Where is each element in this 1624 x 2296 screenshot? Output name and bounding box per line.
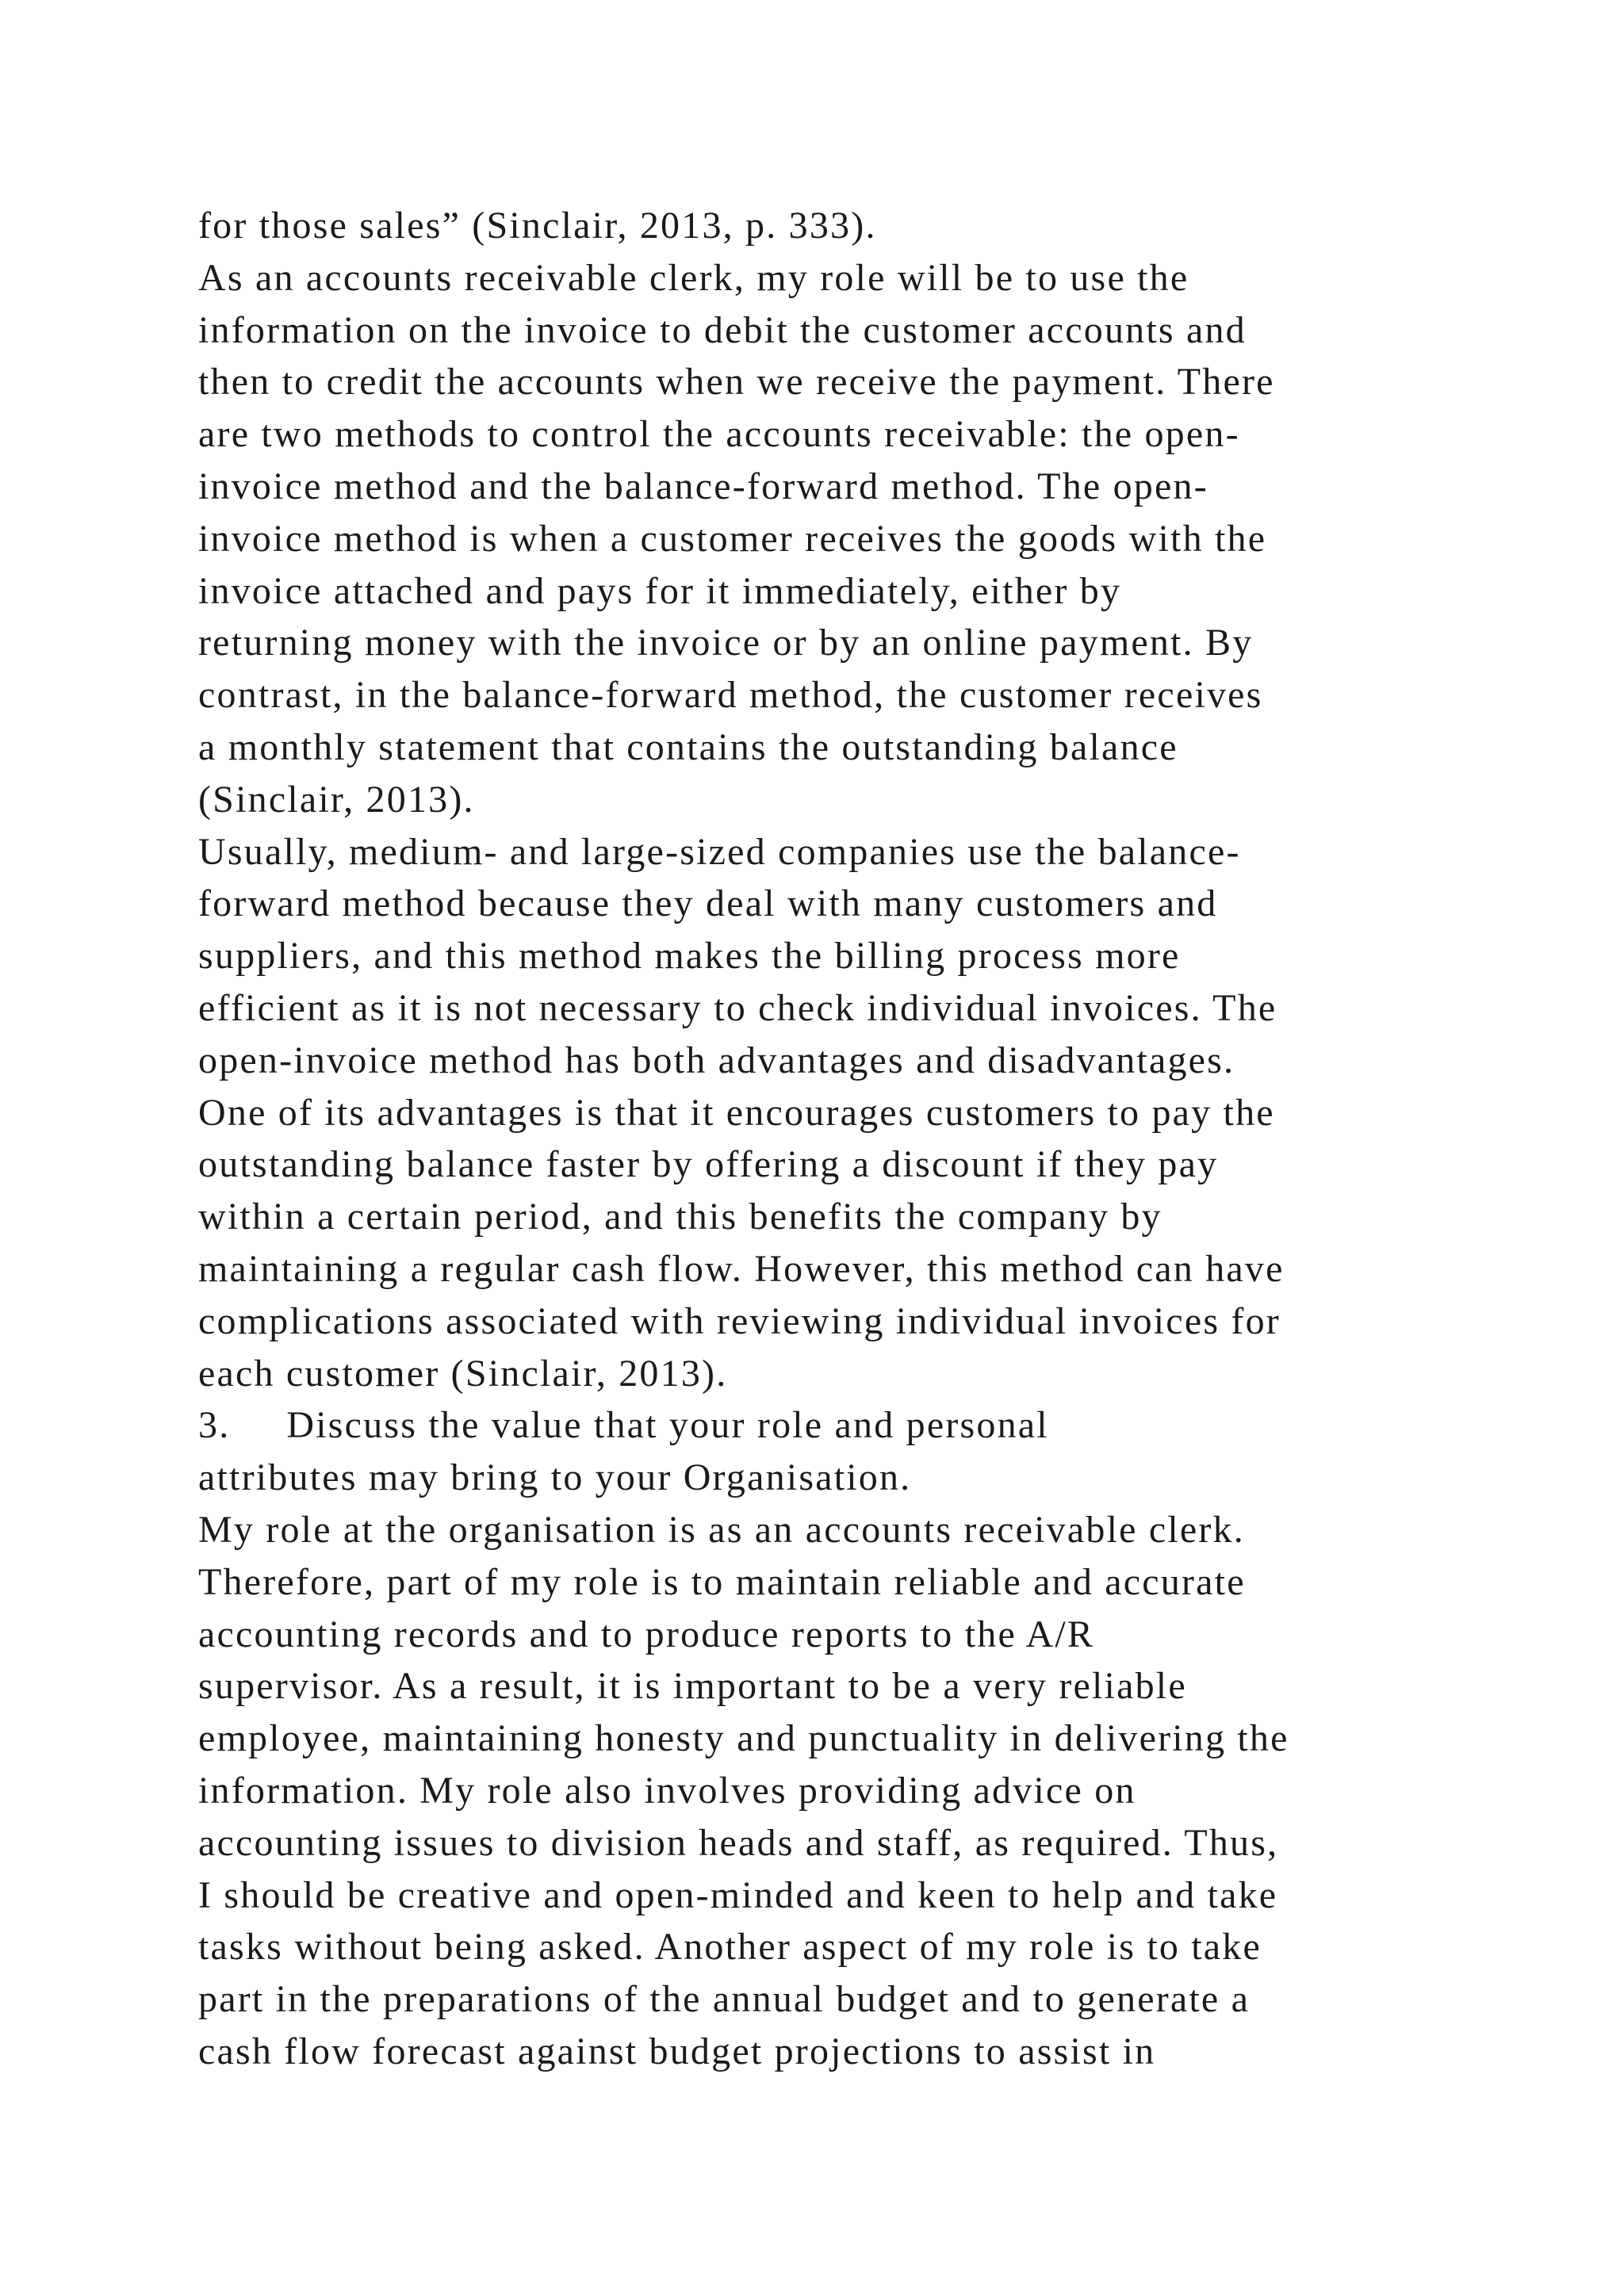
text-line-1: for those sales” (Sinclair, 2013, p. 333). (198, 205, 877, 247)
text-line-28: accounting records and to produce reports to the A/R (198, 1613, 1095, 1655)
text-line-2: As an accounts receivable clerk, my role will be to use the (198, 256, 1189, 299)
text-line-34: tasks without being asked. Another aspect of my role is to take (198, 1926, 1262, 1969)
text-line-27: Therefore, part of my role is to maintain reliable and accurate (198, 1560, 1246, 1603)
text-line-31: information. My role also involves providing advice on (198, 1769, 1136, 1812)
text-line-6: invoice method and the balance-forward method. The open- (198, 465, 1208, 507)
text-line-10: contrast, in the balance-forward method, the customer receives (198, 674, 1263, 717)
text-line-25: attributes may bring to your Organisation. (198, 1456, 912, 1499)
text-line-17: open-invoice method has both advantages and disadvantages. (198, 1039, 1235, 1081)
text-line-5: are two methods to control the accounts receivable: the open- (198, 413, 1240, 456)
text-line-20: within a certain period, and this benefits the company by (198, 1196, 1162, 1238)
text-line-4: then to credit the accounts when we receive the payment. There (198, 361, 1275, 404)
text-line-36: cash flow forecast against budget projections to assist in (198, 2030, 1156, 2072)
text-line-29: supervisor. As a result, it is important to be a very reliable (198, 1665, 1187, 1708)
text-line-26: My role at the organisation is as an accounts receivable clerk. (198, 1508, 1245, 1551)
text-line-23: each customer (Sinclair, 2013). (198, 1352, 728, 1395)
text-line-19: outstanding balance faster by offering a discount if they pay (198, 1143, 1219, 1186)
text-line-12: (Sinclair, 2013). (198, 778, 475, 821)
text-line-15: suppliers, and this method makes the billing process more (198, 935, 1181, 978)
text-line-33: I should be creative and open-minded and keen to help and take (198, 1873, 1278, 1916)
text-line-21: maintaining a regular cash flow. However, this method can have (198, 1247, 1285, 1290)
text-line-18: One of its advantages is that it encourages customers to pay the (198, 1091, 1275, 1134)
text-line-32: accounting issues to division heads and staff, as required. Thus, (198, 1821, 1279, 1864)
body-text (198, 200, 1435, 2078)
text-line-3: information on the invoice to debit the customer accounts and (198, 308, 1247, 351)
text-line-9: returning money with the invoice or by an online payment. By (198, 622, 1254, 664)
text-line-11: a monthly statement that contains the outstanding balance (198, 725, 1178, 768)
text-line-35: part in the preparations of the annual budget and to generate a (198, 1978, 1251, 2021)
text-line-14: forward method because they deal with many customers and (198, 882, 1218, 925)
text-line-8: invoice attached and pays for it immediately, either by (198, 569, 1122, 612)
text-line-22: complications associated with reviewing individual invoices for (198, 1299, 1281, 1342)
text-line-30: employee, maintaining honesty and punctuality in delivering the (198, 1717, 1289, 1760)
text-line-16: efficient as it is not necessary to check individual invoices. The (198, 986, 1277, 1029)
text-line-7: invoice method is when a customer receives the goods with the (198, 517, 1267, 560)
text-line-13: Usually, medium- and large-sized companies use the balance- (198, 830, 1241, 873)
text-line-24: 3. Discuss the value that your role and personal (198, 1404, 1049, 1447)
